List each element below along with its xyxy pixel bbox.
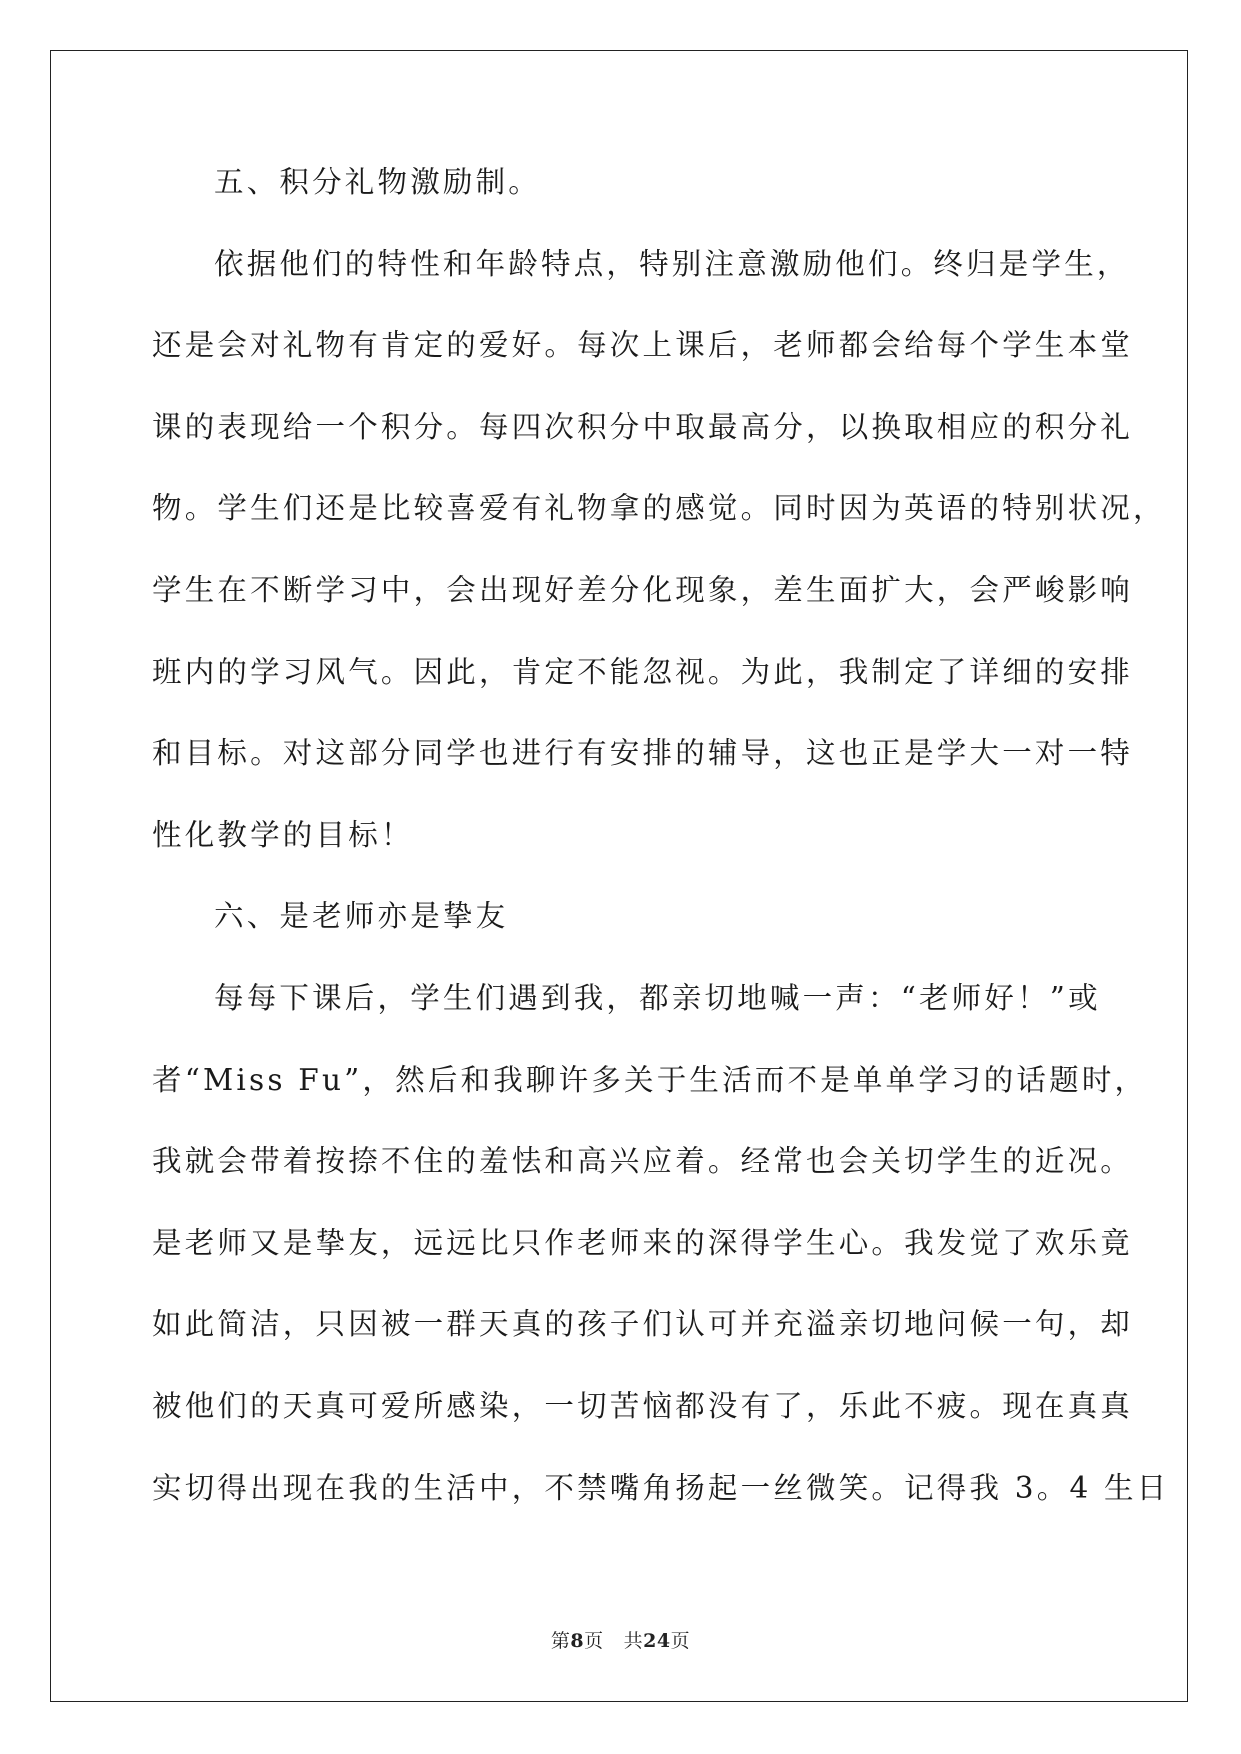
total-suffix: 页: [670, 1630, 691, 1652]
text-line: 被他们的天真可爱所感染，一切苦恼都没有了，乐此不疲。现在真真: [152, 1388, 1134, 1423]
text-line: 五、积分礼物激励制。: [214, 165, 542, 199]
text-line: 依据他们的特性和年龄特点，特别注意激励他们。终归是学生，: [214, 246, 1130, 281]
text-line: 物。学生们还是比较喜爱有礼物拿的感觉。同时因为英语的特别状况，: [152, 491, 1166, 526]
document-body: [152, 165, 1170, 1552]
page-prefix: 第: [550, 1630, 571, 1652]
text-line: 课的表现给一个积分。每四次积分中取最高分，以换取相应的积分礼: [152, 409, 1134, 444]
text-line: 者“Miss Fu”，然后和我聊许多关于生活而不是单单学习的话题时，: [152, 1062, 1148, 1097]
text-line: 和目标。对这部分同学也进行有安排的辅导，这也正是学大一对一特: [152, 736, 1134, 771]
total-prefix: 共: [623, 1630, 644, 1652]
text-line: 学生在不断学习中，会出现好差分化现象，差生面扩大，会严峻影响: [152, 572, 1134, 607]
text-line: 每每下课后，学生们遇到我，都亲切地喊一声：“老师好！”或: [214, 980, 1101, 1015]
text-line: 班内的学习风气。因此，肯定不能忽视。为此，我制定了详细的安排: [152, 654, 1134, 689]
text-line: 还是会对礼物有肯定的爱好。每次上课后，老师都会给每个学生本堂: [152, 328, 1134, 363]
page-footer: [0, 1626, 1241, 1653]
text-line: 实切得出现在我的生活中，不禁嘴角扬起一丝微笑。记得我 3。4 生日: [152, 1470, 1170, 1505]
text-line: 如此简洁，只因被一群天真的孩子们认可并充溢亲切地问候一句，却: [152, 1307, 1134, 1342]
text-line: 性化教学的目标！: [152, 817, 414, 852]
page-number: 8: [570, 1630, 585, 1652]
text-line: 六、是老师亦是挚友: [214, 899, 509, 934]
total-pages: 24: [643, 1630, 671, 1652]
text-line: 是老师又是挚友，远远比只作老师来的深得学生心。我发觉了欢乐竟: [152, 1225, 1134, 1260]
text-line: 我就会带着按捺不住的羞怯和高兴应着。经常也会关切学生的近况。: [152, 1144, 1134, 1179]
page-suffix: 页: [584, 1630, 604, 1652]
